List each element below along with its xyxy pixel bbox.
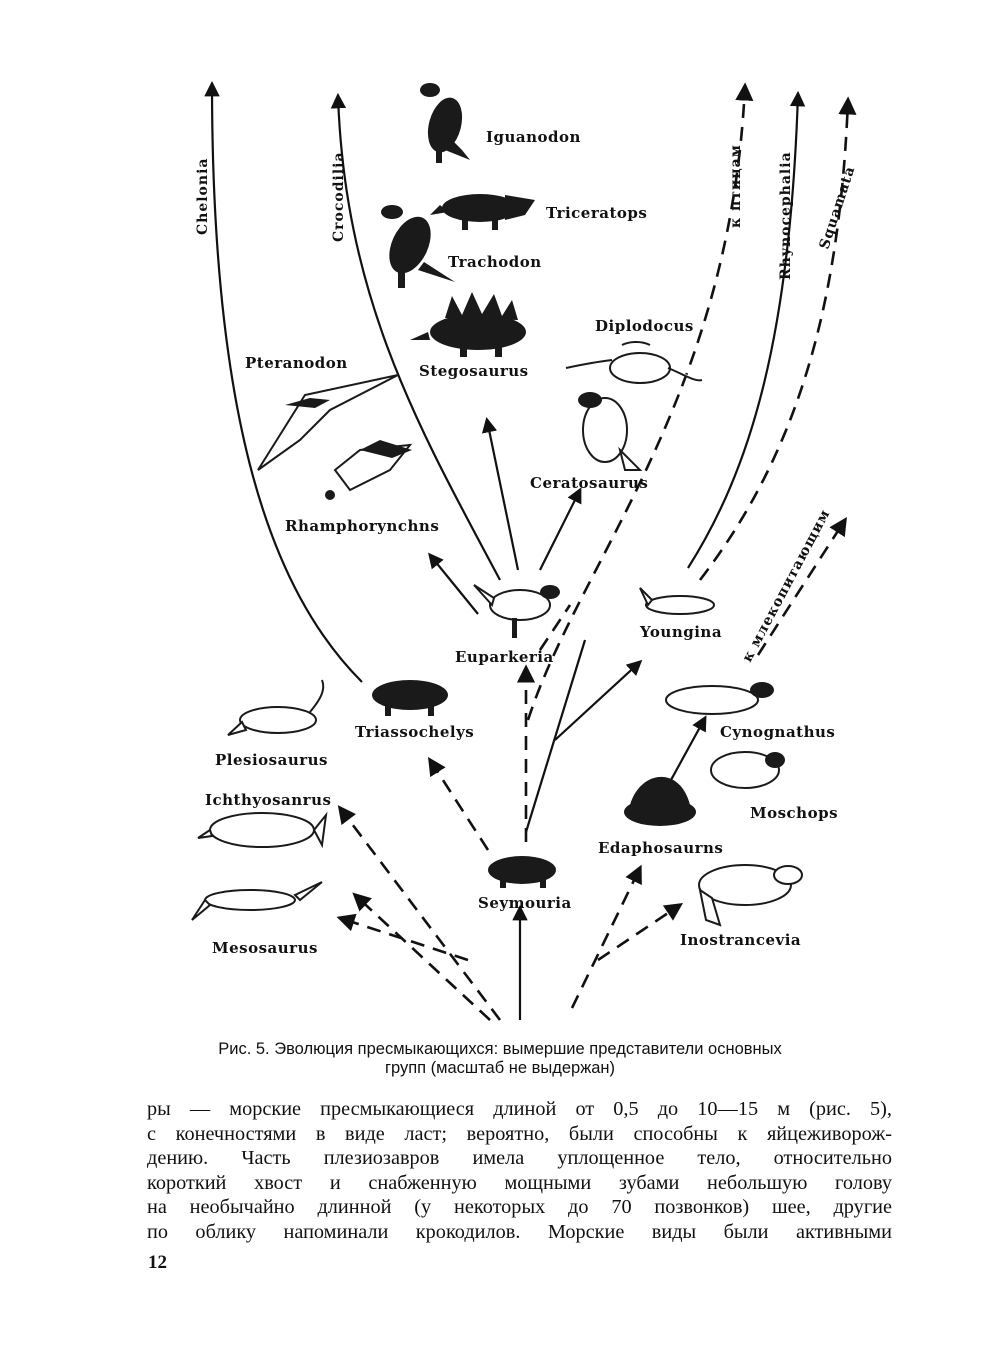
body-line-5: на необычайно длинной (у некоторых до 70 позвонков) шее, другие — [147, 1196, 892, 1219]
stegosaurus-label: Stegosaurus — [419, 362, 529, 380]
ichthyosaurus-label: Ichthyosanrus — [205, 791, 332, 809]
inostrancevia-illustration — [699, 865, 802, 925]
dashed-to-triassochelys — [430, 760, 488, 850]
moschops-illustration — [711, 752, 785, 788]
figure-caption — [140, 1040, 860, 1078]
caption-line-1: Рис. 5. Эволюция пресмыкающихся: вымершие представители основных — [218, 1040, 782, 1058]
iguanodon-label: Iguanodon — [486, 128, 581, 146]
plesiosaurus-illustration — [228, 680, 323, 735]
mesosaurus-label: Mesosaurus — [212, 939, 318, 957]
dashed-to-edaphosaurus — [572, 868, 640, 1008]
ceratosaurus-label: Ceratosaurus — [530, 474, 649, 492]
squamata-label: Squamata — [816, 163, 859, 252]
trachodon-illustration — [381, 205, 455, 288]
arrow-euparkeria-rhamphorynchus — [430, 555, 478, 614]
edaphosaurus-label: Edaphosaurns — [598, 839, 724, 857]
triassochelys-label: Triassochelys — [355, 723, 475, 741]
diplodocus-label: Diplodocus — [595, 317, 694, 335]
ceratosaurus-illustration — [578, 392, 640, 470]
body-line-1: ры — морские пресмыкающиеся длиной от 0,5 до 10—15 м (рис. 5), — [147, 1098, 892, 1120]
euparkeria-illustration — [474, 585, 560, 638]
triceratops-label: Triceratops — [546, 204, 648, 222]
body-paragraph — [147, 1097, 892, 1245]
pteranodon-label: Pteranodon — [245, 354, 348, 372]
body-line-6: по облику напоминали крокодилов. Морские виды были активными — [147, 1220, 892, 1243]
crocodilia-label: Crocodilia — [331, 151, 347, 242]
triceratops-illustration — [430, 194, 535, 230]
chelonia-label: Chelonia — [195, 157, 211, 235]
dashed-to-inostrancevia — [598, 905, 680, 960]
ichthyosaurus-illustration — [198, 813, 326, 847]
caption-line-2: групп (масштаб не выдержан) — [384, 1059, 616, 1077]
triassochelys-illustration — [372, 680, 448, 716]
edaphosaurus-illustration — [624, 777, 696, 826]
arrow-euparkeria-ceratosaurus — [540, 490, 580, 570]
dashed-to-ichthyosaurus — [340, 808, 500, 1020]
body-line-2: с конечностями в виде ласт; вероятно, были способны к яйцеживорож- — [147, 1122, 892, 1145]
cynognathus-label: Cynognathus — [720, 723, 836, 741]
body-line-3: дению. Часть плезиозавров имела уплощенное тело, относительно — [147, 1147, 892, 1170]
seymouria-illustration — [488, 856, 556, 888]
euparkeria-label: Euparkeria — [455, 648, 554, 666]
plesiosaurus-label: Plesiosaurus — [215, 751, 328, 769]
mammals-label: к млекопитающим — [739, 506, 834, 665]
inostrancevia-label: Inostrancevia — [680, 931, 802, 949]
rhynocephalia-label: Rhynocephalia — [778, 151, 794, 280]
page-number: 12 — [148, 1252, 167, 1273]
dashed-to-mesosaurus-1 — [355, 895, 490, 1020]
stegosaurus-illustration — [410, 292, 526, 357]
arrow-euparkeria-stegosaurus — [487, 420, 518, 570]
seymouria-label: Seymouria — [478, 894, 572, 912]
cynognathus-illustration — [666, 682, 774, 714]
body-line-4: короткий хвост и снабженную мощными зубами небольшую голову — [147, 1171, 892, 1194]
youngina-lineage-line — [526, 640, 585, 832]
iguanodon-illustration — [420, 83, 470, 163]
youngina-label: Youngina — [640, 623, 723, 641]
mesosaurus-illustration — [192, 882, 322, 920]
birds-label: к птицам — [728, 144, 744, 228]
youngina-illustration — [640, 588, 714, 614]
diplodocus-illustration — [566, 342, 702, 383]
rhamphorynchus-illustration — [325, 440, 412, 500]
moschops-label: Moschops — [750, 804, 839, 822]
youngina-arrow — [555, 662, 640, 740]
trachodon-label: Trachodon — [448, 253, 542, 271]
rhamphorynchus-label: Rhamphorynchns — [285, 517, 440, 535]
